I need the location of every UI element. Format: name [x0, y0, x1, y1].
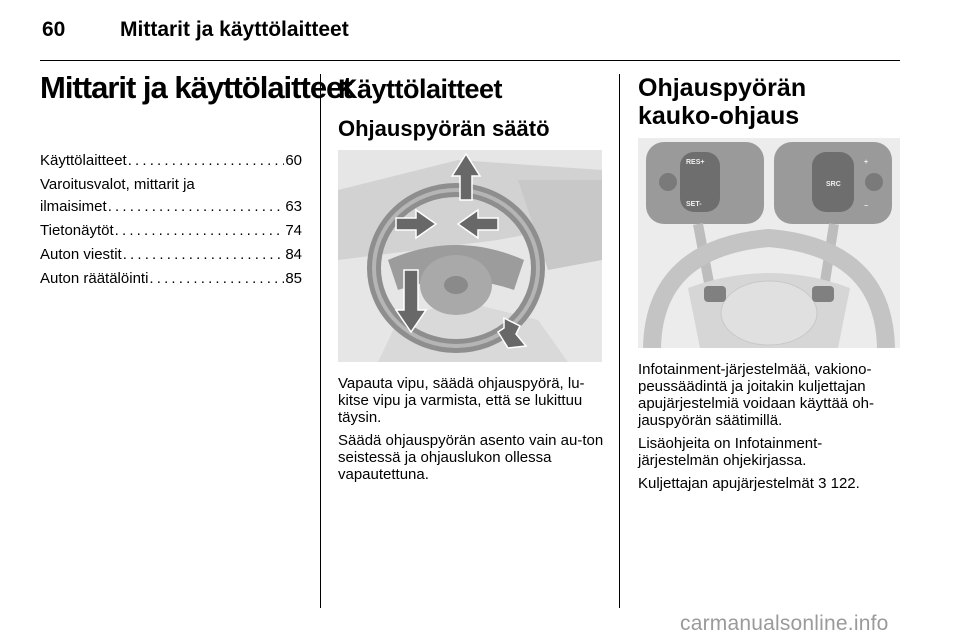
paragraph: Infotainment-järjestelmää, vakiono-peussäädintä ja joitakin kuljettajan apujärjestelmiä voidaan käyttää oh-jauspyörän säätimillä.	[638, 361, 874, 429]
plus-button-label: +	[864, 159, 869, 166]
reference-arrow-icon: 3	[818, 475, 827, 492]
minus-button-label: −	[864, 203, 869, 210]
toc-entry[interactable]	[40, 244, 302, 266]
toc-page: 60	[285, 152, 302, 169]
reference-page: 122.	[830, 475, 860, 492]
toc-entry[interactable]	[40, 174, 302, 218]
section-title: Käyttölaitteet	[338, 74, 503, 104]
toc-entry[interactable]	[40, 150, 302, 172]
toc-page: 85	[285, 270, 302, 287]
toc-page: 74	[285, 222, 302, 239]
column-divider-1	[320, 74, 321, 608]
chapter-title: Mittarit ja käyttölaitteet	[40, 70, 352, 105]
page-header	[0, 0, 960, 62]
watermark: carmanualsonline.info	[680, 612, 889, 635]
toc-label: Tietonäytöt	[40, 222, 114, 239]
res-button-label: RES+	[686, 159, 705, 166]
toc-page: 63	[285, 198, 302, 215]
steering-adjustment-illustration	[338, 150, 602, 362]
toc-page: 84	[285, 246, 302, 263]
reference-text: Kuljettajan apujärjestelmät	[638, 475, 814, 492]
toc-label: ilmaisimet	[40, 198, 107, 215]
set-button-label: SET-	[686, 201, 702, 208]
subsection-title: Ohjauspyörän säätö	[338, 116, 550, 141]
paragraph: Vapauta vipu, säädä ohjauspyörä, lu-kitse vipu ja varmista, että se lukittuu täysin.	[338, 375, 585, 426]
cross-reference[interactable]	[638, 475, 900, 492]
remote-section-body	[638, 361, 900, 498]
header-rule	[40, 60, 900, 61]
paragraph: Säädä ohjauspyörän asento vain au-ton seistessä ja ohjauslukon ollessa vapautettuna.	[338, 432, 604, 483]
page-number: 60	[42, 18, 66, 41]
header-title: Mittarit ja käyttölaitteet	[120, 18, 349, 41]
toc-label: Auton räätälöinti	[40, 270, 149, 287]
paragraph: Lisäohjeita on Infotainment-järjestelmän ohjekirjassa.	[638, 435, 823, 469]
toc-label: Käyttölaitteet	[40, 152, 127, 169]
section-body	[338, 375, 604, 489]
toc-entry[interactable]	[40, 268, 302, 290]
column-divider-2	[619, 74, 620, 608]
table-of-contents	[40, 150, 302, 292]
src-button-label: SRC	[826, 181, 841, 188]
steering-remote-illustration	[638, 138, 900, 348]
toc-label: Auton viestit	[40, 246, 122, 263]
toc-label: Varoitusvalot, mittarit ja	[40, 176, 195, 193]
toc-entry[interactable]	[40, 220, 302, 242]
section-title-remote: Ohjauspyörän kauko-ohjaus	[638, 74, 807, 130]
